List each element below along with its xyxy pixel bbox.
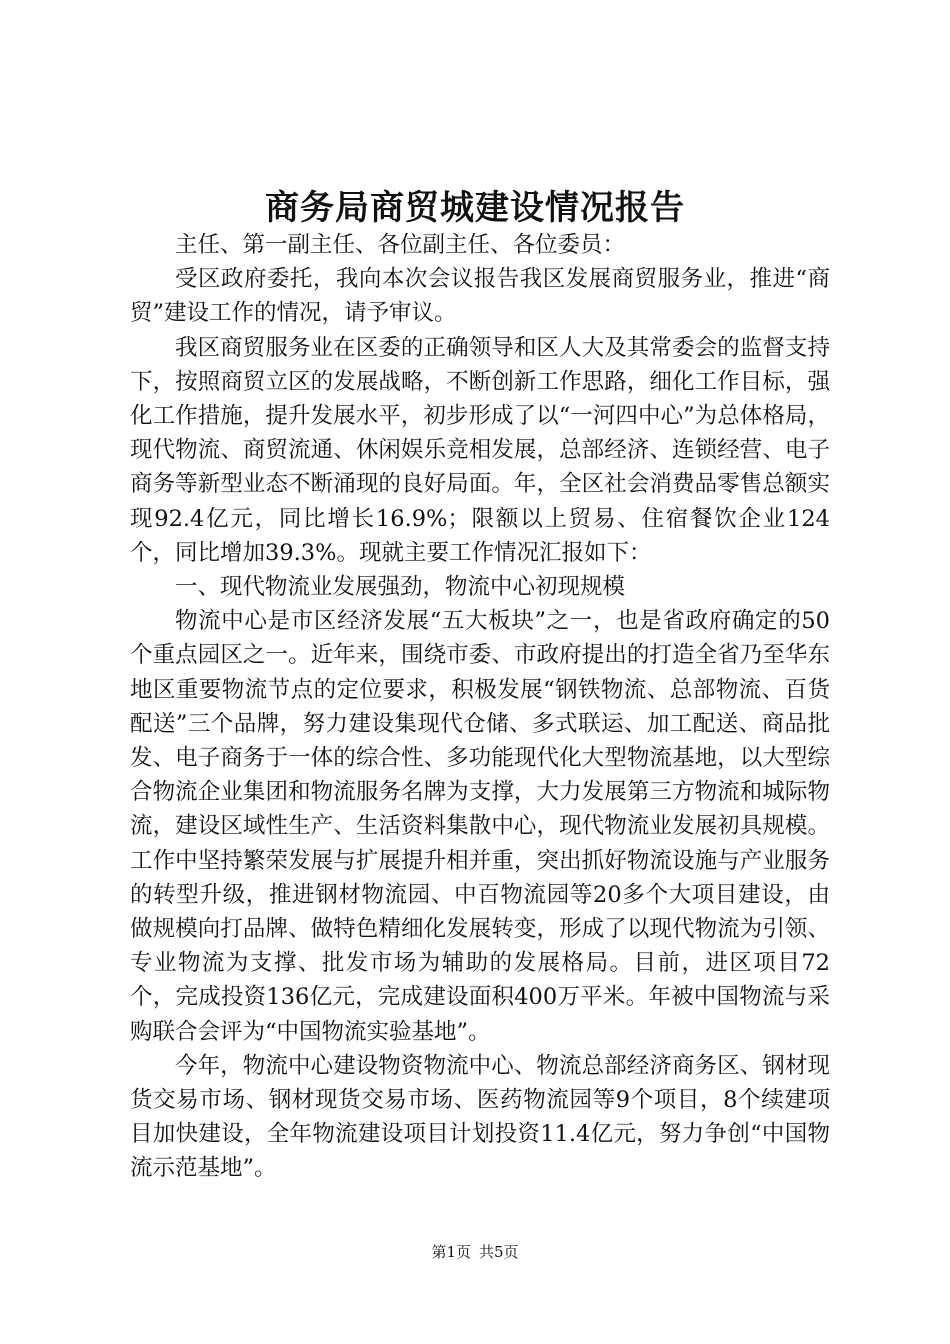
overview-paragraph: 我区商贸服务业在区委的正确领导和区人大及其常委会的监督支持下，按照商贸立区的发展战略，不断创新工作思路，细化工作目标，强化工作措施，提升发展水平，初步形成了以“一河四中心”为总体格局，现代物流、商贸流通、休闲娱乐竞相发展，总部经济、连锁经营、电子商务等新型业态不断涌现的良好局面。年，全区社会消费品零售总额实现92.4亿元，同比增长16.9%；限额以上贸易、住宿餐饮企业124个，同比增加39.3%。现就主要工作情况汇报如下： [130,334,830,566]
plan-paragraph: 今年，物流中心建设物资物流中心、物流总部经济商务区、钢材现货交易市场、钢材现货交易市场、医药物流园等9个项目，8个续建项目加快建设，全年物流建设项目计划投资11.4亿元，努力争创“中国物流示范基地”。 [130,1052,830,1182]
section-heading: 一、现代物流业发展强劲，物流中心初现规模 [175,574,626,601]
document-title: 商务局商贸城建设情况报告 [265,188,685,228]
page-footer [0,1240,950,1264]
salutation-paragraph: 主任、第一副主任、各位副主任、各位委员： [175,232,626,258]
page-total: 共5页 [479,1243,519,1261]
intro-paragraph: 受区政府委托，我向本次会议报告我区发展商贸服务业，推进“商贸”建设工作的情况，请予审议。 [130,266,830,327]
page-number: 第1页 [431,1243,471,1261]
logistics-paragraph: 物流中心是市区经济发展“五大板块”之一，也是省政府确定的50个重点园区之一。近年来，围绕市委、市政府提出的打造全省乃至华东地区重要物流节点的定位要求，积极发展“钢铁物流、总部物流、百货配送”三个品牌，努力建设集现代仓储、多式联运、加工配送、商品批发、电子商务于一体的综合性、多功能现代化大型物流基地，以大型综合物流企业集团和物流服务名牌为支撑，大力发展第三方物流和城际物流，建设区域性生产、生活资料集散中心，现代物流业发展初具规模。工作中坚持繁荣发展与扩展提升相并重，突出抓好物流设施与产业服务的转型升级，推进钢材物流园、中百物流园等20多个大项目建设，由做规模向打品牌、做特色精细化发展转变，形成了以现代物流为引领、专业物流为支撑、批发市场为辅助的发展格局。目前，进区项目72个，完成投资136亿元，完成建设面积400万平米。年被中国物流与采购联合会评为“中国物流实验基地”。 [130,608,830,1045]
document-body [130,228,830,1186]
